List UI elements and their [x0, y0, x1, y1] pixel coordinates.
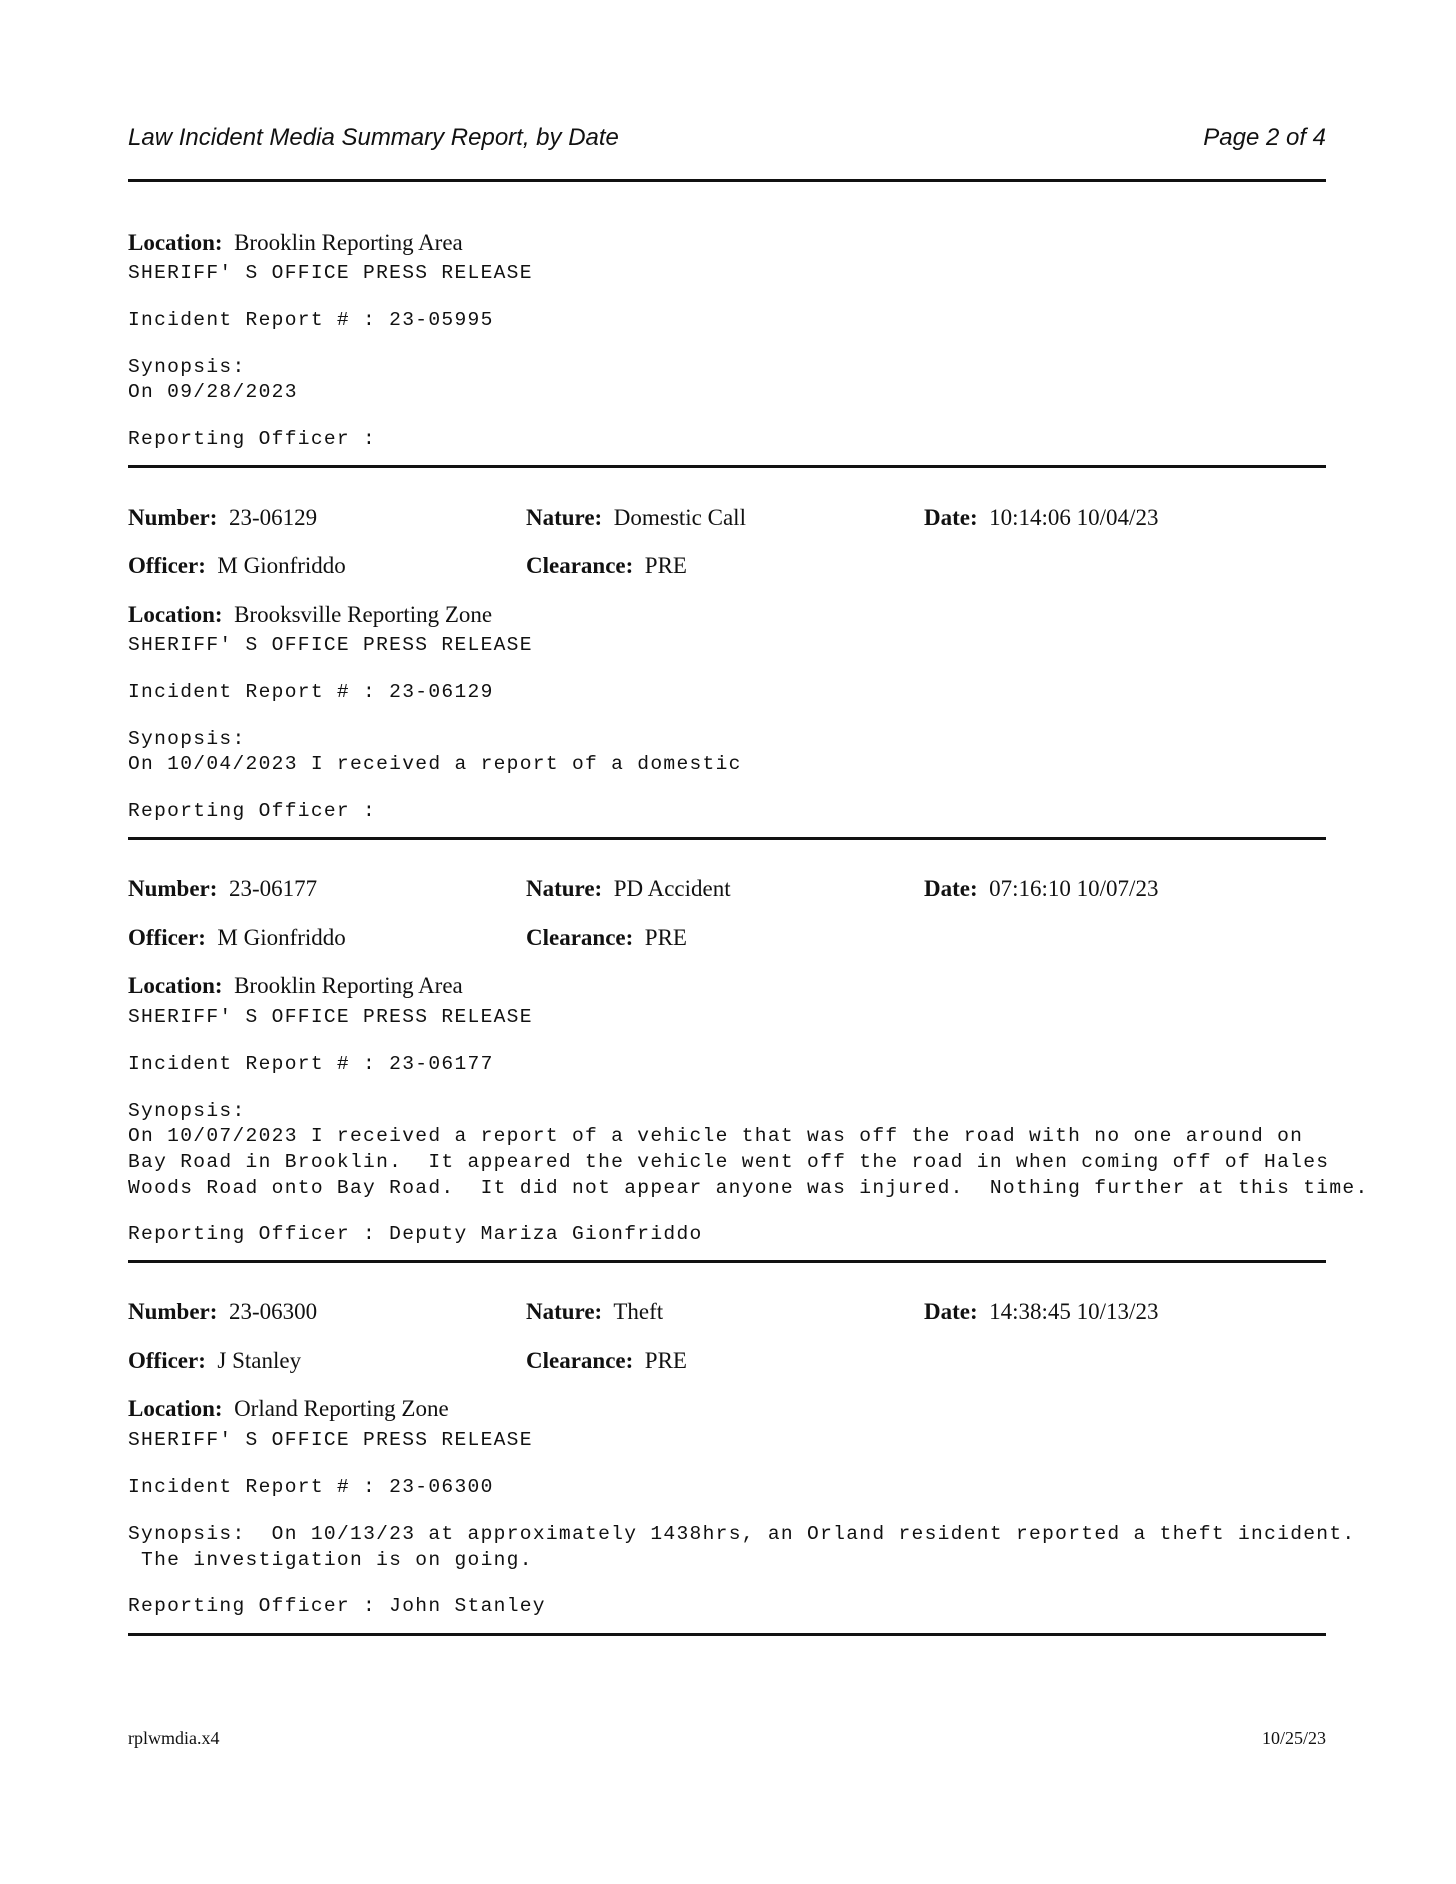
clearance-value: PRE — [644, 1348, 687, 1373]
officer-label: Officer: — [128, 553, 206, 578]
press-release-line: SHERIFF' S OFFICE PRESS RELEASE — [128, 634, 533, 656]
synopsis-label: Synopsis: — [128, 1523, 246, 1545]
number-value: 23-06300 — [228, 1299, 318, 1324]
incident-report-value: 23-06129 — [389, 681, 494, 703]
date-label: Date: — [924, 876, 978, 901]
number-value: 23-06177 — [228, 876, 318, 901]
officer-value: M Gionfriddo — [217, 553, 346, 578]
incident-report-label: Incident Report # : — [128, 1053, 377, 1075]
reporting-officer-line — [128, 800, 1326, 822]
location-label: Location: — [128, 973, 223, 998]
number-label: Number: — [128, 1299, 218, 1324]
officer-label: Officer: — [128, 925, 206, 950]
footer-report-code: rplwmdia.x4 — [128, 1728, 220, 1748]
synopsis-label: Synopsis: — [128, 728, 246, 750]
number-value: 23-06129 — [228, 505, 318, 530]
location-line — [128, 602, 1326, 628]
reporting-officer-label: Reporting Officer : — [128, 800, 377, 822]
synopsis-label: Synopsis: — [128, 356, 246, 378]
entry-divider — [128, 837, 1326, 840]
reporting-officer-line — [128, 428, 1326, 450]
report-title: Law Incident Media Summary Report, by Date — [128, 124, 619, 151]
incident-report-label: Incident Report # : — [128, 681, 377, 703]
reporting-officer-label: Reporting Officer : — [128, 1595, 377, 1617]
clearance-label: Clearance: — [526, 1348, 634, 1373]
clearance-value: PRE — [644, 553, 687, 578]
incident-report-line — [128, 1053, 1326, 1075]
footer-print-date: 10/25/23 — [1261, 1728, 1326, 1748]
date-value: 14:38:45 10/13/23 — [989, 1299, 1159, 1324]
clearance-label: Clearance: — [526, 925, 634, 950]
nature-value: PD Accident — [613, 876, 731, 901]
nature-label: Nature: — [526, 876, 603, 901]
report-page — [128, 0, 1369, 1884]
reporting-officer-value: Deputy Mariza Gionfriddo — [389, 1223, 703, 1245]
entry-divider — [128, 1260, 1326, 1263]
synopsis-text: On 09/28/2023 — [128, 381, 298, 403]
nature-value: Domestic Call — [613, 505, 746, 530]
date-label: Date: — [924, 1299, 978, 1324]
clearance-value: PRE — [644, 925, 687, 950]
synopsis-text: On 10/04/2023 I received a report of a domestic — [128, 753, 742, 775]
incident-report-line — [128, 309, 1326, 331]
report-header — [128, 124, 1326, 160]
incident-report-value: 23-05995 — [389, 309, 494, 331]
reporting-officer-line — [128, 1595, 1326, 1617]
synopsis-line — [128, 1522, 1356, 1574]
number-label: Number: — [128, 876, 218, 901]
location-value: Brooklin Reporting Area — [234, 230, 463, 255]
date-label: Date: — [924, 505, 978, 530]
entry-divider — [128, 465, 1326, 468]
location-label: Location: — [128, 1396, 223, 1421]
synopsis-text: On 10/07/2023 I received a report of a vehicle that was off the road with no one around on Bay Road in Brooklin. It appeared the vehicle went off the road in when coming off of Hales Woods Road onto Bay Road. It did not appear anyone was injured. Nothing further at this time. — [128, 1125, 1369, 1199]
incident-report-label: Incident Report # : — [128, 1476, 377, 1498]
date-value: 10:14:06 10/04/23 — [989, 505, 1159, 530]
nature-label: Nature: — [526, 505, 603, 530]
location-label: Location: — [128, 230, 223, 255]
nature-value: Theft — [613, 1299, 664, 1324]
location-value: Brooksville Reporting Zone — [234, 602, 493, 627]
location-value: Brooklin Reporting Area — [234, 973, 463, 998]
reporting-officer-value: John Stanley — [389, 1595, 546, 1617]
date-value: 07:16:10 10/07/23 — [989, 876, 1159, 901]
clearance-label: Clearance: — [526, 553, 634, 578]
reporting-officer-label: Reporting Officer : — [128, 1223, 377, 1245]
incident-report-line — [128, 681, 1326, 703]
location-label: Location: — [128, 602, 223, 627]
incident-report-value: 23-06177 — [389, 1053, 494, 1075]
location-value: Orland Reporting Zone — [234, 1396, 449, 1421]
reporting-officer-label: Reporting Officer : — [128, 428, 377, 450]
location-line — [128, 230, 1326, 256]
incident-report-label: Incident Report # : — [128, 309, 377, 331]
reporting-officer-line — [128, 1223, 1326, 1245]
page-number: Page 2 of 4 — [1203, 124, 1326, 151]
synopsis-label: Synopsis: — [128, 1100, 246, 1122]
nature-label: Nature: — [526, 1299, 603, 1324]
location-line — [128, 1396, 1326, 1422]
location-line — [128, 973, 1326, 999]
press-release-line: SHERIFF' S OFFICE PRESS RELEASE — [128, 262, 533, 284]
press-release-line: SHERIFF' S OFFICE PRESS RELEASE — [128, 1429, 533, 1451]
number-label: Number: — [128, 505, 218, 530]
press-release-line: SHERIFF' S OFFICE PRESS RELEASE — [128, 1006, 533, 1028]
synopsis-text: On 10/13/23 at approximately 1438hrs, an Orland resident reported a theft incident. The investigation is on going. — [141, 1523, 1356, 1571]
officer-label: Officer: — [128, 1348, 206, 1373]
incident-report-line — [128, 1476, 1326, 1498]
header-rule — [128, 179, 1326, 182]
entry-divider — [128, 1633, 1326, 1636]
officer-value: J Stanley — [217, 1348, 302, 1373]
incident-report-value: 23-06300 — [389, 1476, 494, 1498]
officer-value: M Gionfriddo — [217, 925, 346, 950]
